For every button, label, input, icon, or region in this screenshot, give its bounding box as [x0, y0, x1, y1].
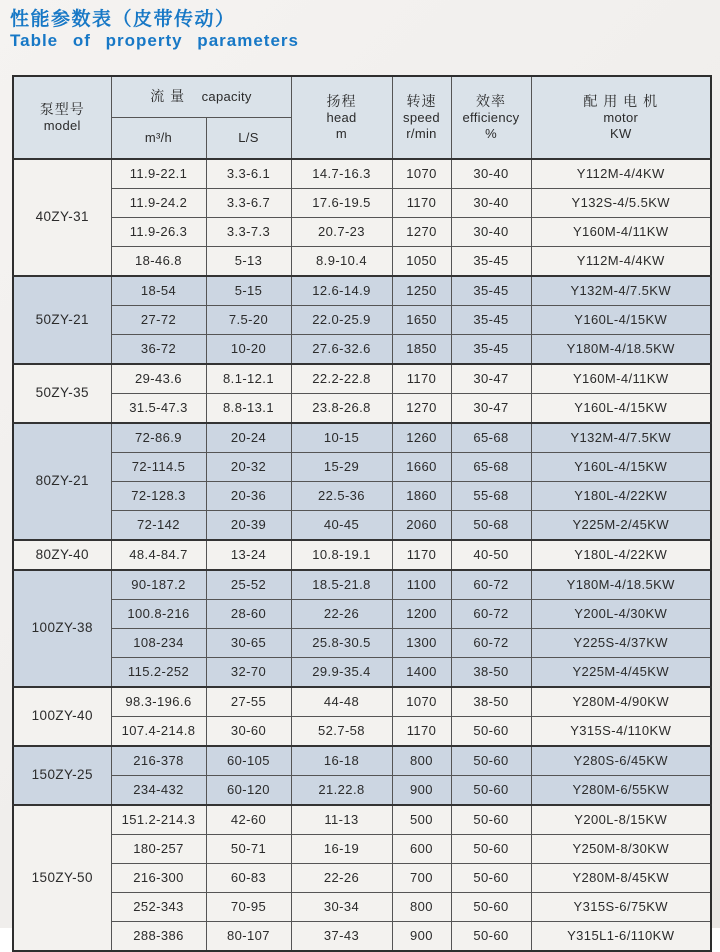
data-cell: 35-45 [451, 306, 531, 335]
model-cell: 150ZY-50 [13, 805, 111, 951]
data-cell: 1070 [392, 159, 451, 189]
parameters-table [12, 75, 712, 952]
data-cell: 11.9-26.3 [111, 218, 206, 247]
header-head-zh: 扬程 [326, 92, 357, 109]
table-row [13, 306, 711, 335]
data-cell: 3.3-7.3 [206, 218, 291, 247]
data-cell: 180-257 [111, 835, 206, 864]
header-head [291, 76, 392, 159]
data-cell: Y160M-4/11KW [531, 364, 711, 394]
data-cell: 1170 [392, 364, 451, 394]
data-cell: 1200 [392, 600, 451, 629]
data-cell: 107.4-214.8 [111, 717, 206, 747]
data-cell: 80-107 [206, 922, 291, 952]
data-cell: 18-46.8 [111, 247, 206, 277]
data-cell: 700 [392, 864, 451, 893]
data-cell: 50-68 [451, 511, 531, 541]
data-cell: 52.7-58 [291, 717, 392, 747]
data-cell: 900 [392, 922, 451, 952]
header-capacity [111, 76, 291, 118]
header-head-en: head [326, 110, 357, 125]
table-body [13, 159, 711, 951]
data-cell: 216-378 [111, 746, 206, 776]
data-cell: 22.5-36 [291, 482, 392, 511]
data-cell: 35-45 [451, 335, 531, 365]
header-model [13, 76, 111, 159]
table-row [13, 159, 711, 189]
data-cell: 60-72 [451, 629, 531, 658]
data-cell: 11.9-24.2 [111, 189, 206, 218]
model-cell: 50ZY-21 [13, 276, 111, 364]
table-row [13, 776, 711, 806]
data-cell: 2060 [392, 511, 451, 541]
data-cell: 115.2-252 [111, 658, 206, 688]
data-cell: 3.3-6.7 [206, 189, 291, 218]
data-cell: 40-45 [291, 511, 392, 541]
data-cell: 20-39 [206, 511, 291, 541]
table-row [13, 570, 711, 600]
data-cell: 35-45 [451, 276, 531, 306]
data-cell: 36-72 [111, 335, 206, 365]
data-cell: 22.0-25.9 [291, 306, 392, 335]
data-cell: 60-72 [451, 600, 531, 629]
data-cell: 1170 [392, 540, 451, 570]
data-cell: 38-50 [451, 687, 531, 717]
header-capacity-ls [206, 118, 291, 160]
table-row [13, 423, 711, 453]
data-cell: 5-13 [206, 247, 291, 277]
table-row [13, 394, 711, 424]
data-cell: 1660 [392, 453, 451, 482]
data-cell: 18.5-21.8 [291, 570, 392, 600]
data-cell: Y180M-4/18.5KW [531, 335, 711, 365]
data-cell: 50-60 [451, 864, 531, 893]
data-cell: Y225M-4/45KW [531, 658, 711, 688]
table-row [13, 453, 711, 482]
data-cell: 234-432 [111, 776, 206, 806]
data-cell: 17.6-19.5 [291, 189, 392, 218]
data-cell: 7.5-20 [206, 306, 291, 335]
data-cell: 20-36 [206, 482, 291, 511]
data-cell: Y225S-4/37KW [531, 629, 711, 658]
data-cell: Y132M-4/7.5KW [531, 276, 711, 306]
header-motor-zh: 配 用 电 机 [583, 92, 659, 109]
data-cell: 50-60 [451, 893, 531, 922]
data-cell: 30-47 [451, 394, 531, 424]
model-cell: 100ZY-40 [13, 687, 111, 746]
data-cell: 55-68 [451, 482, 531, 511]
header-speed [392, 76, 451, 159]
data-cell: 65-68 [451, 423, 531, 453]
data-cell: 10.8-19.1 [291, 540, 392, 570]
header-row-1 [13, 76, 711, 118]
header-capacity-m3h [111, 118, 206, 160]
data-cell: 14.7-16.3 [291, 159, 392, 189]
data-cell: 216-300 [111, 864, 206, 893]
data-cell: 25-52 [206, 570, 291, 600]
data-cell: Y225M-2/45KW [531, 511, 711, 541]
data-cell: 60-120 [206, 776, 291, 806]
data-cell: 1050 [392, 247, 451, 277]
data-cell: 37-43 [291, 922, 392, 952]
data-cell: 20.7-23 [291, 218, 392, 247]
data-cell: 72-114.5 [111, 453, 206, 482]
data-cell: 50-60 [451, 922, 531, 952]
model-cell: 40ZY-31 [13, 159, 111, 276]
data-cell: 600 [392, 835, 451, 864]
data-cell: 1400 [392, 658, 451, 688]
data-cell: Y180L-4/22KW [531, 540, 711, 570]
data-cell: 800 [392, 746, 451, 776]
data-cell: 1300 [392, 629, 451, 658]
header-model-en: model [43, 118, 81, 134]
data-cell: 50-60 [451, 805, 531, 835]
data-cell: 16-18 [291, 746, 392, 776]
data-cell: Y200L-8/15KW [531, 805, 711, 835]
data-cell: 38-50 [451, 658, 531, 688]
data-cell: 151.2-214.3 [111, 805, 206, 835]
data-cell: 13-24 [206, 540, 291, 570]
data-cell: 60-83 [206, 864, 291, 893]
header-speed-zh: 转速 [406, 92, 437, 109]
data-cell: 20-24 [206, 423, 291, 453]
data-cell: 5-15 [206, 276, 291, 306]
data-cell: 29-43.6 [111, 364, 206, 394]
table-row [13, 893, 711, 922]
header-speed-en: speed [403, 110, 440, 125]
table-row [13, 482, 711, 511]
data-cell: 20-32 [206, 453, 291, 482]
header-capacity-ls-label: L/S [238, 130, 259, 145]
table-row [13, 658, 711, 688]
table-row [13, 247, 711, 277]
data-cell: 27-55 [206, 687, 291, 717]
data-cell: 10-20 [206, 335, 291, 365]
data-cell: Y280M-6/55KW [531, 776, 711, 806]
header-capacity-zh: 流 量 [150, 88, 186, 104]
data-cell: 23.8-26.8 [291, 394, 392, 424]
data-cell: 30-34 [291, 893, 392, 922]
data-cell: 11-13 [291, 805, 392, 835]
page-title-en: Table of property parameters [10, 31, 299, 50]
data-cell: Y132S-4/5.5KW [531, 189, 711, 218]
table-row [13, 687, 711, 717]
table-row [13, 717, 711, 747]
data-cell: 27-72 [111, 306, 206, 335]
data-cell: Y280S-6/45KW [531, 746, 711, 776]
data-cell: 30-40 [451, 189, 531, 218]
data-cell: 1250 [392, 276, 451, 306]
data-cell: Y132M-4/7.5KW [531, 423, 711, 453]
table-row [13, 364, 711, 394]
table-row [13, 746, 711, 776]
data-cell: 8.9-10.4 [291, 247, 392, 277]
data-cell: Y180M-4/18.5KW [531, 570, 711, 600]
data-cell: Y180L-4/22KW [531, 482, 711, 511]
data-cell: 10-15 [291, 423, 392, 453]
data-cell: 900 [392, 776, 451, 806]
header-capacity-m3h-label: m³/h [144, 130, 173, 145]
table-row [13, 189, 711, 218]
data-cell: 22-26 [291, 600, 392, 629]
data-cell: 30-40 [451, 218, 531, 247]
header-motor-unit: KW [609, 126, 632, 142]
data-cell: 31.5-47.3 [111, 394, 206, 424]
data-cell: Y280M-8/45KW [531, 864, 711, 893]
data-cell: 50-60 [451, 746, 531, 776]
data-cell: 50-60 [451, 717, 531, 747]
data-cell: 1260 [392, 423, 451, 453]
table-row [13, 540, 711, 570]
data-cell: 12.6-14.9 [291, 276, 392, 306]
table-row [13, 600, 711, 629]
data-cell: 30-65 [206, 629, 291, 658]
data-cell: 252-343 [111, 893, 206, 922]
data-cell: 72-128.3 [111, 482, 206, 511]
data-cell: 1170 [392, 717, 451, 747]
header-motor-en: motor [603, 110, 639, 125]
data-cell: 40-50 [451, 540, 531, 570]
data-cell: 8.1-12.1 [206, 364, 291, 394]
data-cell: 90-187.2 [111, 570, 206, 600]
data-cell: 1860 [392, 482, 451, 511]
model-cell: 80ZY-40 [13, 540, 111, 570]
data-cell: Y315L1-6/110KW [531, 922, 711, 952]
data-cell: 500 [392, 805, 451, 835]
data-cell: 21.22.8 [291, 776, 392, 806]
header-efficiency-zh: 效率 [476, 92, 506, 109]
data-cell: 60-72 [451, 570, 531, 600]
data-cell: Y160M-4/11KW [531, 218, 711, 247]
data-cell: 800 [392, 893, 451, 922]
table-header [13, 76, 711, 159]
data-cell: 70-95 [206, 893, 291, 922]
header-model-zh: 泵型号 [39, 100, 85, 117]
data-cell: 1070 [392, 687, 451, 717]
data-cell: Y250M-8/30KW [531, 835, 711, 864]
data-cell: 50-71 [206, 835, 291, 864]
data-cell: 16-19 [291, 835, 392, 864]
data-cell: Y160L-4/15KW [531, 306, 711, 335]
data-cell: 44-48 [291, 687, 392, 717]
data-cell: 15-29 [291, 453, 392, 482]
data-cell: Y315S-4/110KW [531, 717, 711, 747]
model-cell: 100ZY-38 [13, 570, 111, 687]
data-cell: 100.8-216 [111, 600, 206, 629]
table-row [13, 805, 711, 835]
model-cell: 50ZY-35 [13, 364, 111, 423]
table-row [13, 864, 711, 893]
table-row [13, 276, 711, 306]
data-cell: 30-40 [451, 159, 531, 189]
model-cell: 150ZY-25 [13, 746, 111, 805]
header-efficiency [451, 76, 531, 159]
data-cell: 28-60 [206, 600, 291, 629]
data-cell: 30-60 [206, 717, 291, 747]
data-cell: 8.8-13.1 [206, 394, 291, 424]
data-cell: 25.8-30.5 [291, 629, 392, 658]
table-row [13, 629, 711, 658]
data-cell: Y160L-4/15KW [531, 394, 711, 424]
data-cell: 22.2-22.8 [291, 364, 392, 394]
header-motor [531, 76, 711, 159]
table-row [13, 335, 711, 365]
table-row [13, 511, 711, 541]
data-cell: 1170 [392, 189, 451, 218]
header-efficiency-unit: % [485, 126, 497, 142]
header-head-unit: m [335, 126, 348, 142]
data-cell: 42-60 [206, 805, 291, 835]
data-cell: 48.4-84.7 [111, 540, 206, 570]
data-cell: 29.9-35.4 [291, 658, 392, 688]
data-cell: 50-60 [451, 835, 531, 864]
data-cell: 27.6-32.6 [291, 335, 392, 365]
data-cell: 1100 [392, 570, 451, 600]
data-cell: Y160L-4/15KW [531, 453, 711, 482]
table-row [13, 922, 711, 952]
data-cell: Y200L-4/30KW [531, 600, 711, 629]
data-cell: Y112M-4/4KW [531, 159, 711, 189]
data-cell: 288-386 [111, 922, 206, 952]
data-cell: 3.3-6.1 [206, 159, 291, 189]
data-cell: 18-54 [111, 276, 206, 306]
data-cell: 60-105 [206, 746, 291, 776]
header-capacity-en: capacity [201, 89, 252, 104]
data-cell: 98.3-196.6 [111, 687, 206, 717]
model-cell: 80ZY-21 [13, 423, 111, 540]
data-cell: Y280M-4/90KW [531, 687, 711, 717]
data-cell: 50-60 [451, 776, 531, 806]
data-cell: 1270 [392, 218, 451, 247]
data-cell: Y315S-6/75KW [531, 893, 711, 922]
data-cell: 108-234 [111, 629, 206, 658]
data-cell: 32-70 [206, 658, 291, 688]
data-cell: 1270 [392, 394, 451, 424]
data-cell: 22-26 [291, 864, 392, 893]
data-cell: 65-68 [451, 453, 531, 482]
table-row [13, 835, 711, 864]
data-cell: 35-45 [451, 247, 531, 277]
table-row [13, 218, 711, 247]
data-cell: 72-142 [111, 511, 206, 541]
data-cell: 30-47 [451, 364, 531, 394]
header-efficiency-en: efficiency [462, 110, 520, 125]
data-cell: 1850 [392, 335, 451, 365]
page-title-zh: 性能参数表（皮带传动） [10, 9, 236, 30]
header-speed-unit: r/min [406, 126, 437, 142]
data-cell: 11.9-22.1 [111, 159, 206, 189]
data-cell: 1650 [392, 306, 451, 335]
data-cell: Y112M-4/4KW [531, 247, 711, 277]
data-cell: 72-86.9 [111, 423, 206, 453]
